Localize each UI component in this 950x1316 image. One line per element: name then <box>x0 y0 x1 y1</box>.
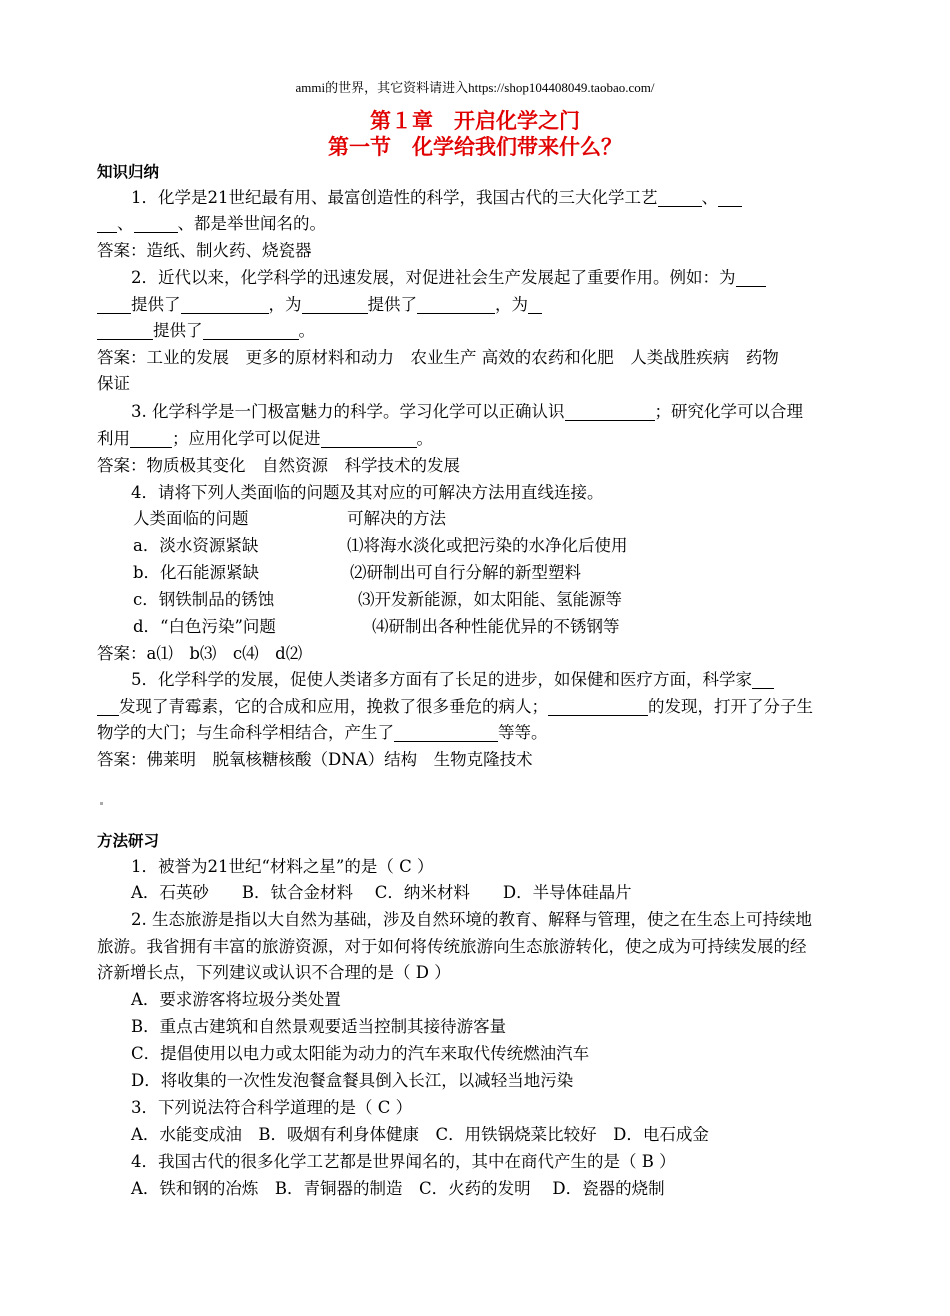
method-question-4-options: A．铁和钢的冶炼 B．青铜器的制造 C．火药的发明 D．瓷器的烧制 <box>131 1179 665 1198</box>
stray-mark <box>100 802 103 805</box>
question-text: ，为 <box>495 295 528 314</box>
blank <box>181 295 269 314</box>
question-3-line1 <box>131 401 803 423</box>
method-question-2-line3: 济新增长点，下列建议或认识不合理的是（ D ） <box>97 963 451 982</box>
blank <box>321 429 417 448</box>
method-question-2-option-c: C．提倡使用以电力或太阳能为动力的汽车来取代传统燃油汽车 <box>131 1044 590 1063</box>
answer-2-line1: 答案：工业的发展 更多的原材料和动力 农业生产 高效的农药和化肥 人类战胜疾病 药物 <box>97 348 779 367</box>
method-question-2-line1: 2. 生态旅游是指以大自然为基础，涉及自然环境的教育、解释与管理，使之在生态上可持续地 <box>131 910 812 929</box>
solution-4: ⑷研制出各种性能优异的不锈钢等 <box>372 617 620 636</box>
method-question-3-options: A．水能变成油 B．吸烟有利身体健康 C．用铁锅烧菜比较好 D．电石成金 <box>131 1125 709 1144</box>
question-text: 物学的大门；与生命科学相结合，产生了 <box>97 723 394 742</box>
blank <box>752 670 774 689</box>
blank <box>528 295 542 314</box>
question-5-line1 <box>131 669 774 691</box>
method-question-4: 4．我国古代的很多化学工艺都是世界闻名的，其中在商代产生的是（ B ） <box>131 1152 676 1171</box>
solution-2: ⑵研制出可自行分解的新型塑料 <box>350 563 581 582</box>
question-text: ；研究化学可以合理 <box>654 402 803 421</box>
question-text: 提供了 <box>153 321 203 340</box>
method-question-2-line2: 旅游。我省拥有丰富的旅游资源，对于如何将传统旅游向生态旅游转化，使之成为可持续发展的经 <box>97 937 807 956</box>
question-2-line1 <box>131 267 766 289</box>
column-header-solutions: 可解决的方法 <box>347 509 446 528</box>
question-2-line2 <box>97 294 542 316</box>
question-text: 提供了 <box>367 295 417 314</box>
solution-1: ⑴将海水淡化或把污染的水净化后使用 <box>347 536 628 555</box>
blank <box>134 214 178 233</box>
question-text: ，为 <box>268 295 302 314</box>
blank <box>658 188 702 207</box>
method-question-2-option-a: A．要求游客将垃圾分类处置 <box>131 990 341 1009</box>
blank <box>394 723 498 742</box>
method-question-1-options: A．石英砂 B．钛合金材料 C．纳米材料 D．半导体硅晶片 <box>131 883 632 902</box>
blank <box>417 295 495 314</box>
page-header: ammi的世界，其它资料请进入https://shop104408049.taobao.com/ <box>295 80 655 95</box>
column-header-problems: 人类面临的问题 <box>133 509 249 528</box>
blank <box>718 188 742 207</box>
blank <box>302 295 368 314</box>
blank <box>203 321 299 340</box>
question-5-line3 <box>97 722 548 744</box>
question-2-line3: 提供了 。 <box>97 320 315 342</box>
blank <box>130 429 172 448</box>
question-text: 的发现，打开了分子生 <box>648 697 813 716</box>
method-question-1: 1．被誉为21世纪“材料之星”的是（ C ） <box>131 857 434 876</box>
method-question-2-option-d: D．将收集的一次性发泡餐盒餐具倒入长江，以减轻当地污染 <box>131 1071 574 1090</box>
problem-d: d．“白色污染”问题 <box>133 617 276 636</box>
question-text: 发现了青霉素，它的合成和应用，挽救了很多垂危的病人； <box>119 697 548 716</box>
answer-3: 答案：物质极其变化 自然资源 科学技术的发展 <box>97 456 460 475</box>
blank <box>736 268 766 287</box>
solution-3: ⑶开发新能源，如太阳能、氢能源等 <box>358 590 622 609</box>
question-text: 提供了 <box>131 295 181 314</box>
question-1-line2: 、 、都是举世闻名的。 <box>97 213 326 235</box>
question-text: 等等。 <box>498 723 548 742</box>
answer-4: 答案：a⑴ b⑶ c⑷ d⑵ <box>97 644 303 663</box>
method-question-3: 3．下列说法符合科学道理的是（ C ） <box>131 1098 413 1117</box>
question-text: 3. 化学科学是一门极富魅力的科学。学习化学可以正确认识 <box>131 402 565 421</box>
section-heading-methods: 方法研习 <box>97 832 160 850</box>
question-1-line1: 1．化学是21世纪最有用、最富创造性的科学，我国古代的三大化学工艺 、 <box>131 187 742 209</box>
question-5-line2 <box>97 696 813 718</box>
blank <box>97 295 131 314</box>
question-text: ；应用化学可以促进 <box>172 429 321 448</box>
question-text: 2．近代以来，化学科学的迅速发展，对促进社会生产发展起了重要作用。例如：为 <box>131 268 736 287</box>
question-text: 、都是举世闻名的。 <box>177 214 326 233</box>
problem-c: c．钢铁制品的锈蚀 <box>133 590 275 609</box>
answer-2-line2: 保证 <box>97 374 130 393</box>
blank <box>97 697 119 716</box>
question-text: 1．化学是21世纪最有用、最富创造性的科学，我国古代的三大化学工艺 <box>131 188 658 207</box>
section-heading-knowledge: 知识归纳 <box>97 163 160 181</box>
question-3-line2: 利用 ；应用化学可以促进 。 <box>97 429 433 448</box>
problem-b: b．化石能源紧缺 <box>133 563 260 582</box>
question-text: 5．化学科学的发展，促使人类诸多方面有了长足的进步，如保健和医疗方面，科学家 <box>131 670 752 689</box>
blank <box>565 402 655 421</box>
blank <box>548 697 648 716</box>
answer-5: 答案：佛莱明 脱氧核糖核酸（DNA）结构 生物克隆技术 <box>97 750 533 769</box>
problem-a: a．淡水资源紧缺 <box>133 536 259 555</box>
question-4: 4．请将下列人类面临的问题及其对应的可解决方法用直线连接。 <box>131 483 604 502</box>
blank <box>97 321 153 340</box>
section-title: 第一节 化学给我们带来什么？ <box>328 135 622 159</box>
blank <box>97 214 117 233</box>
method-question-2-option-b: B．重点古建筑和自然景观要适当控制其接待游客量 <box>131 1017 507 1036</box>
question-text: 利用 <box>97 429 130 448</box>
chapter-title: 第１章 开启化学之门 <box>370 109 580 133</box>
answer-1: 答案：造纸、制火药、烧瓷器 <box>97 241 312 260</box>
